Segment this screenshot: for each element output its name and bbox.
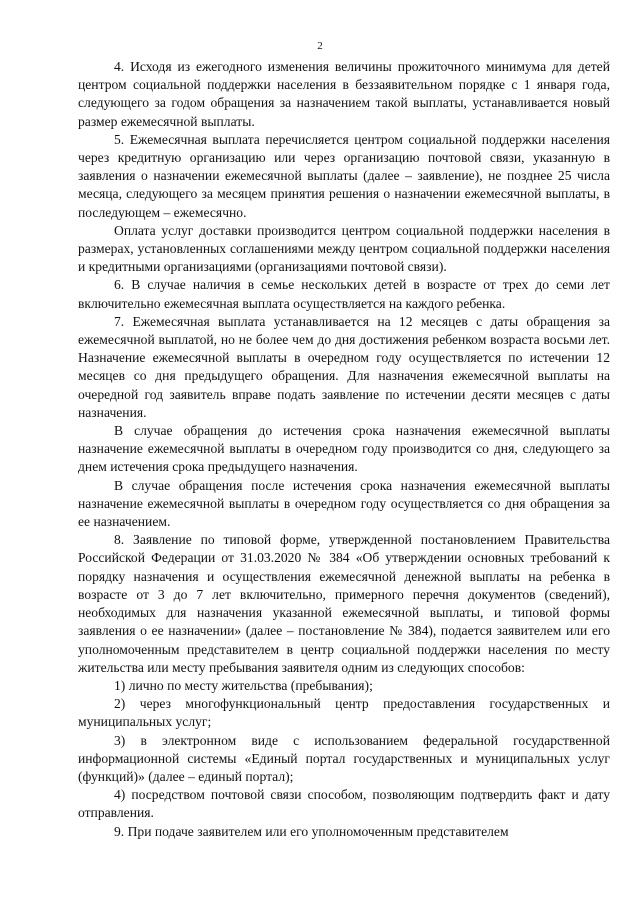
paragraph-7-after-expiry: В случае обращения после истечения срока назначения ежемесячной выплаты назначение ежемесячной выплаты в очередном году осуществляется со дня обращения за ее назначением. — [78, 477, 610, 530]
paragraph-8-method-1: 1) лично по месту жительства (пребывания); — [114, 677, 373, 693]
paragraph-5: 5. Ежемесячная выплата перечисляется центром социальной поддержки населения через кредитную организацию или через организацию почтовой связи, указанную в заявления о назначении ежемесячной выплаты (далее – заявление), не позднее 25 числа месяца, следующего за месяцем принятия решения о назначении ежемесячной выплаты, в последующем – ежемесячно. — [78, 131, 610, 220]
document-body — [78, 58, 610, 841]
paragraph-4: 4. Исходя из ежегодного изменения величины прожиточного минимума для детей центром социальной поддержки населения в беззаявительном порядке с 1 января года, следующего за годом обращения за назначением такой выплаты, устанавливается новый размер ежемесячной выплаты. — [78, 59, 610, 129]
paragraph-8: 8. Заявление по типовой форме, утвержденной постановлением Правительства Российской Федерации от 31.03.2020 № 384 «Об утверждении основных требований к порядку назначения и осуществления ежемесячной денежной выплаты на ребенка в возрасте от 3 до 7 лет включительно, примерного перечня документов (сведений), необходимых для назначения указанной ежемесячной выплаты, и типовой формы заявления о ее назначении» (далее – постановление № 384), подается заявителем или его уполномоченным представителем в центр социальной поддержки населения по месту жительства или месту пребывания заявителя одним из следующих способов: — [78, 532, 610, 675]
paragraph-7-before-expiry: В случае обращения до истечения срока назначения ежемесячной выплаты назначение ежемесячной выплаты в очередном году производится со дня, следующего за днем истечения срока предыдущего назначения. — [78, 423, 610, 475]
page-number: 2 — [317, 40, 323, 52]
paragraph-8-method-4: 4) посредством почтовой связи способом, позволяющим подтвердить факт и дату отправления. — [78, 787, 610, 821]
paragraph-8-method-2: 2) через многофункциональный центр предоставления государственных и муниципальных услуг; — [78, 696, 610, 730]
paragraph-8-method-3: 3) в электронном виде с использованием федеральной государственной информационной системы «Единый портал государственных и муниципальных услуг (функций)» (далее – единый портал); — [78, 732, 610, 784]
paragraph-7: 7. Ежемесячная выплата устанавливается на 12 месяцев с даты обращения за ежемесячной выплатой, но не более чем до дня достижения ребенком возраста восьми лет. Назначение ежемесячной выплаты в очередном году осуществляется по истечении 12 месяцев со дня предыдущего обращения. Для назначения ежемесячной выплаты на очередной год заявитель вправе подать заявление по истечении десяти месяцев с даты назначения. — [78, 313, 610, 420]
paragraph-9: 9. При подаче заявителем или его уполномоченным представителем — [114, 823, 509, 839]
paragraph-6: 6. В случае наличия в семье нескольких детей в возрасте от трех до семи лет включительно ежемесячная выплата осуществляется на каждого ребенка. — [78, 277, 610, 311]
paragraph-5-delivery: Оплата услуг доставки производится центром социальной поддержки населения в размерах, установленных соглашениями между центром социальной поддержки населения и кредитными организациями (организациями почтовой связи). — [78, 222, 610, 275]
